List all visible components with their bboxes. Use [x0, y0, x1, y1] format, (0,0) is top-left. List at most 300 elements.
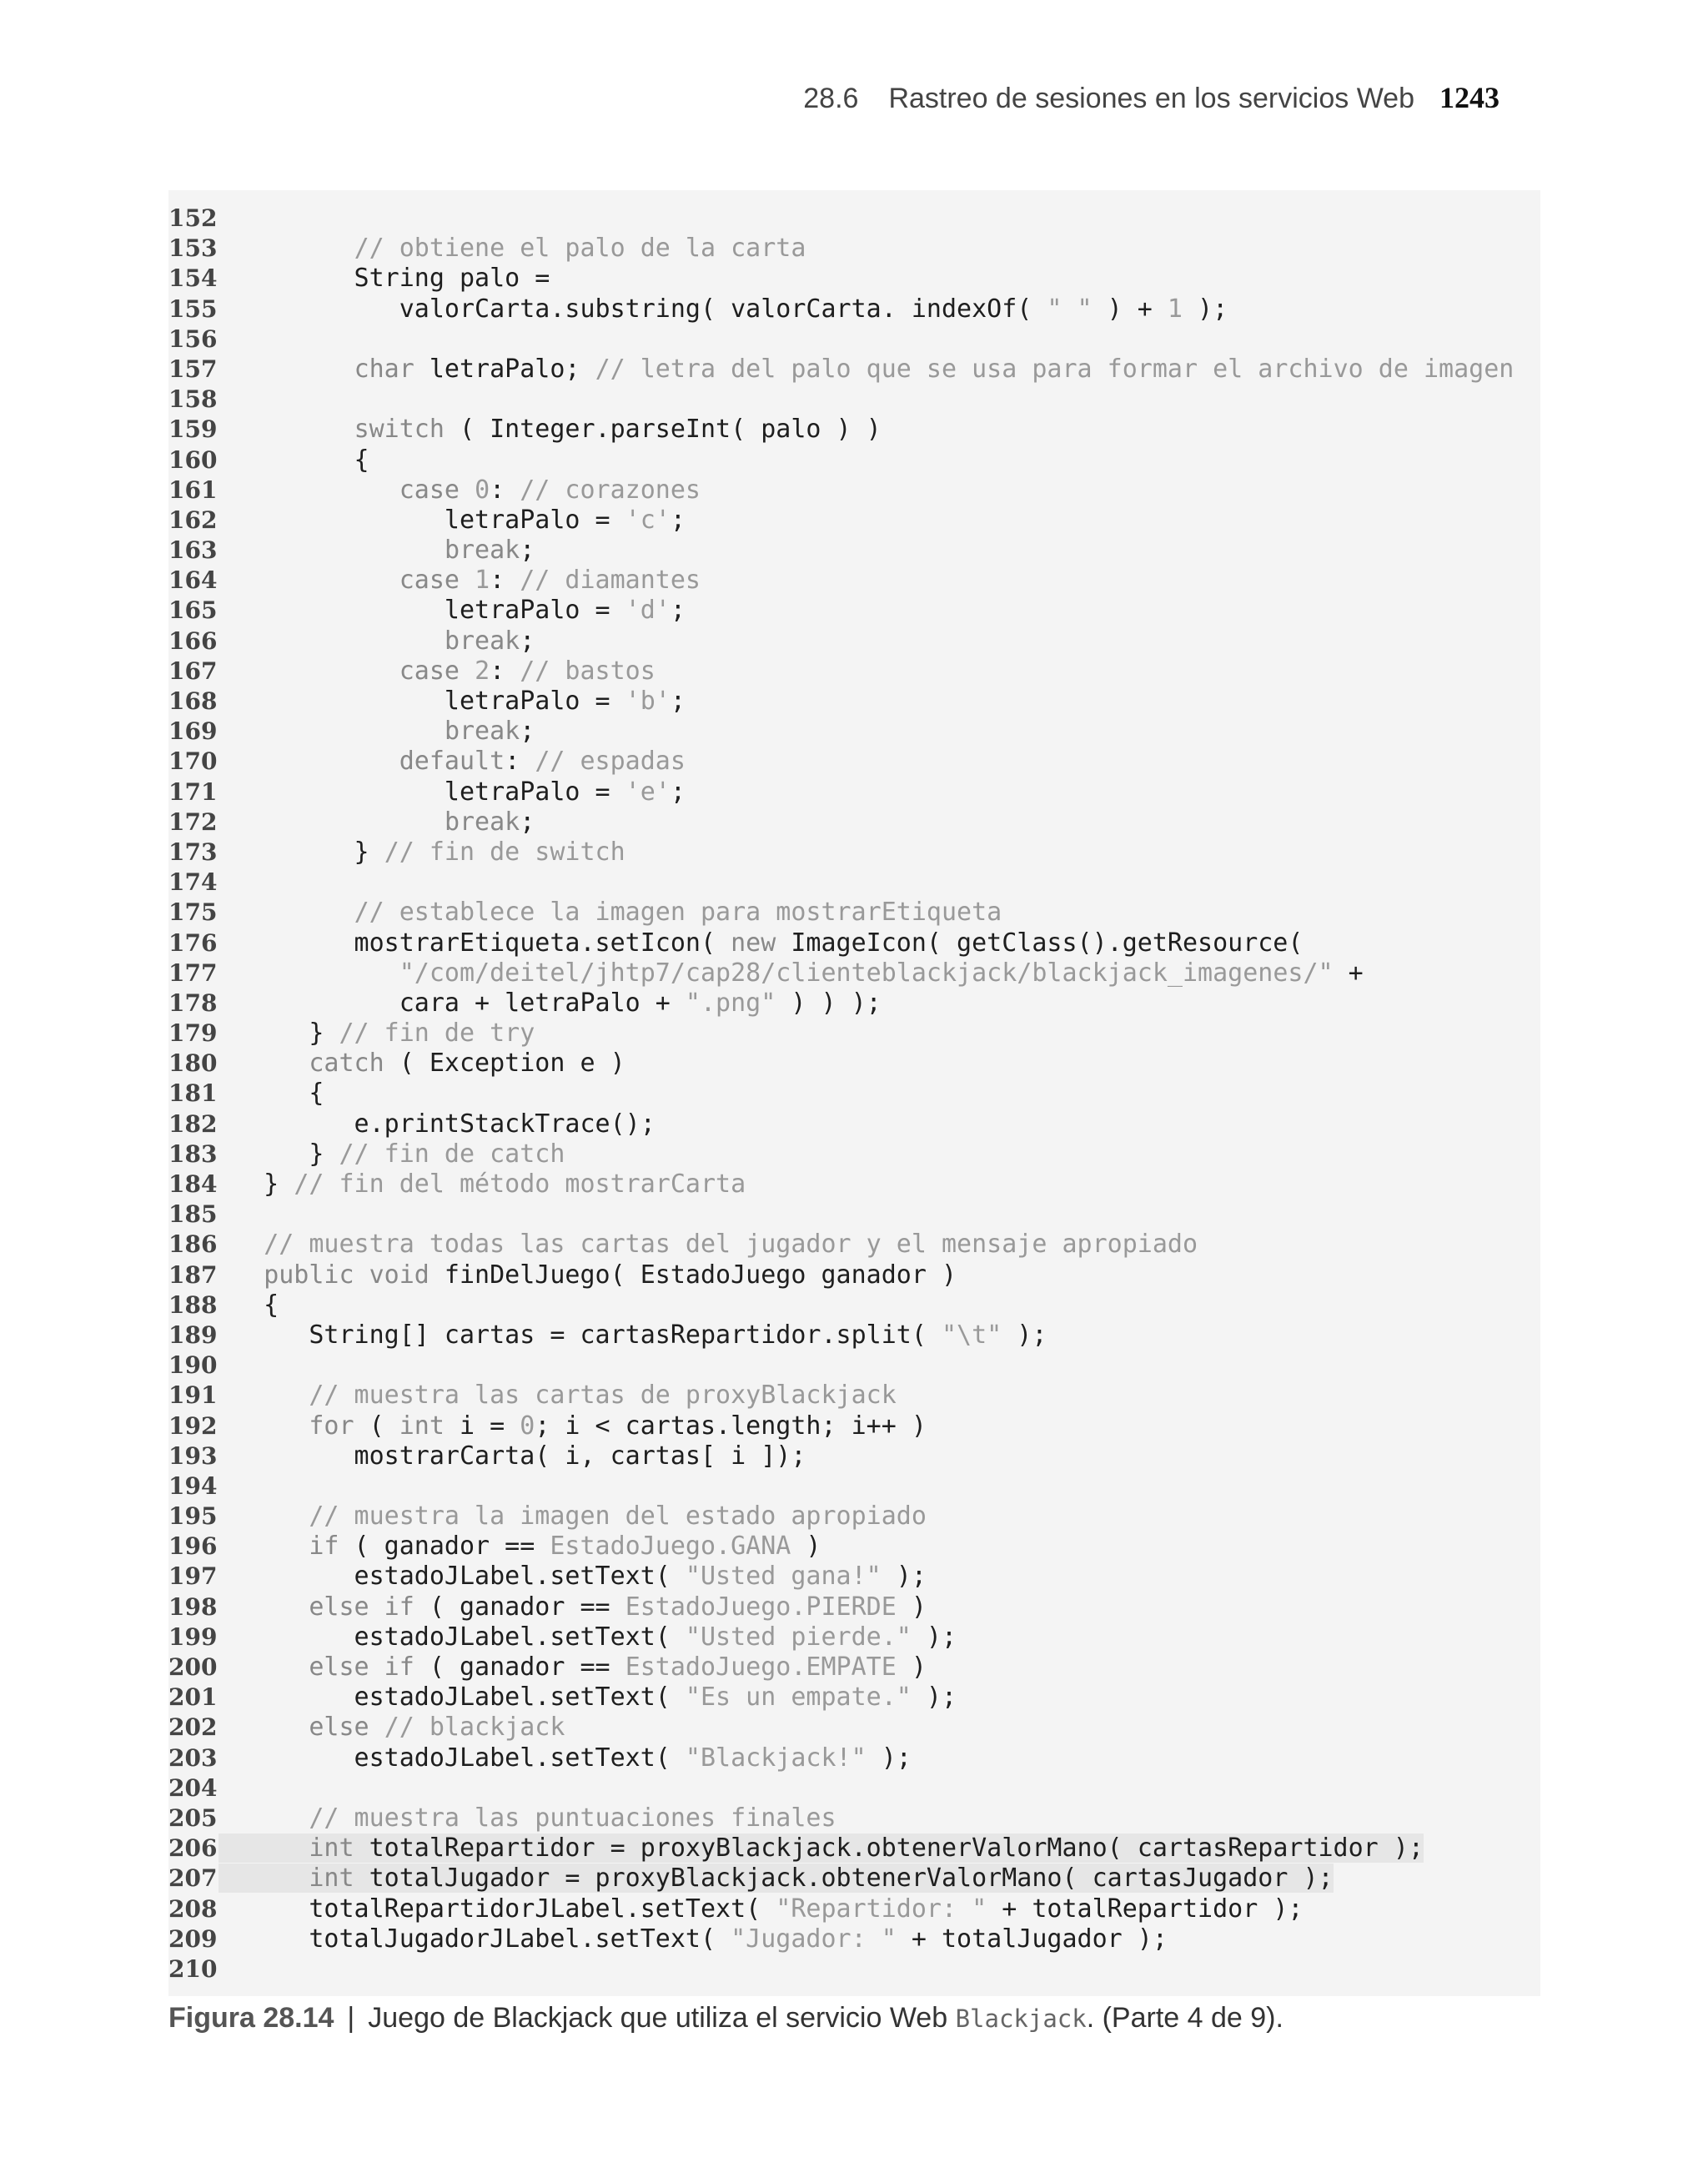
code-token: ( Integer.parseInt( palo ) ) — [444, 415, 882, 445]
code-token: valorCarta.substring( valorCarta. indexOf( — [219, 294, 1047, 324]
code-token — [219, 1411, 309, 1441]
code-text — [219, 234, 806, 263]
code-token: mostrarCarta( i, cartas[ i ]); — [219, 1441, 806, 1471]
code-token — [219, 566, 399, 595]
code-token — [369, 1713, 384, 1742]
code-token: ImageIcon( getClass().getResource( — [776, 928, 1304, 958]
line-number: 161 — [168, 475, 218, 504]
code-token: finDelJuego( EstadoJuego ganador ) — [429, 1260, 957, 1290]
code-line — [168, 807, 1514, 837]
code-token: totalRepartidorJLabel.setText( — [219, 1894, 776, 1924]
code-line — [168, 1532, 1514, 1562]
code-token: EstadoJuego.PIERDE — [625, 1592, 897, 1622]
code-token: totalJugador = proxyBlackjack.obtenerValorMano( cartasJugador ); — [354, 1864, 1334, 1894]
code-text — [219, 1622, 957, 1652]
code-token: else if — [309, 1592, 414, 1622]
code-token — [219, 1652, 309, 1682]
code-line — [168, 1351, 1514, 1381]
code-token: ) + — [1092, 294, 1168, 324]
code-token — [219, 1713, 309, 1742]
line-number: 156 — [168, 324, 218, 353]
code-token: // muestra todas las cartas del jugador y el mensaje apropiado — [264, 1230, 1198, 1260]
code-line — [168, 324, 1514, 355]
code-token: "/com/deitel/jhtp7/cap28/clienteblackjack/blackjack_imagenes/" — [399, 958, 1334, 988]
code-token: // fin de catch — [339, 1139, 565, 1169]
code-text — [219, 898, 1002, 927]
code-listing — [168, 204, 1514, 1984]
line-number: 171 — [168, 777, 218, 806]
line-number: 183 — [168, 1139, 218, 1168]
code-token: // letra del palo que se usa para formar el archivo de imagen — [595, 354, 1515, 384]
code-token: : — [505, 747, 535, 777]
code-line — [168, 656, 1514, 687]
code-token — [219, 1049, 309, 1078]
code-token — [460, 566, 475, 595]
code-token: break — [444, 536, 520, 566]
code-token — [219, 958, 399, 988]
code-line — [168, 1260, 1514, 1290]
code-token: for — [309, 1411, 354, 1441]
code-token: ; — [670, 777, 686, 807]
code-text — [219, 777, 686, 807]
line-number: 180 — [168, 1049, 218, 1078]
code-text — [219, 1109, 656, 1139]
code-token: ) — [791, 1532, 821, 1562]
code-token: break — [444, 626, 520, 656]
code-line — [168, 445, 1514, 475]
code-token: ) — [896, 1652, 927, 1682]
code-token: ); — [911, 1683, 957, 1713]
line-number: 196 — [168, 1532, 218, 1561]
code-token: letraPalo = — [219, 777, 625, 807]
code-token — [219, 1864, 309, 1893]
code-text — [219, 264, 550, 293]
code-token: switch — [354, 415, 445, 445]
code-text — [219, 1833, 1424, 1863]
code-token: // obtiene el palo de la carta — [354, 234, 806, 264]
code-token: ); — [866, 1743, 912, 1773]
code-text — [219, 1562, 927, 1591]
code-token — [219, 717, 445, 746]
line-number: 201 — [168, 1683, 218, 1712]
line-number: 194 — [168, 1471, 218, 1500]
line-number: 166 — [168, 626, 218, 655]
line-number: 175 — [168, 898, 218, 927]
line-number: 197 — [168, 1562, 218, 1591]
code-line — [168, 1954, 1514, 1984]
code-line — [168, 1864, 1514, 1894]
code-token: // bastos — [520, 656, 656, 686]
line-number: 170 — [168, 747, 218, 776]
line-number: 200 — [168, 1653, 218, 1681]
code-token: default — [399, 747, 505, 777]
figure-caption — [168, 2002, 1284, 2035]
code-line — [168, 1683, 1514, 1713]
code-line — [168, 1411, 1514, 1441]
line-number: 176 — [168, 928, 218, 957]
code-token: "Usted pierde." — [685, 1622, 912, 1652]
code-token — [219, 898, 354, 927]
code-token: // fin del método mostrarCarta — [294, 1169, 746, 1199]
code-text — [219, 1019, 535, 1048]
code-token: ); — [1002, 1320, 1047, 1350]
code-token: case — [399, 566, 460, 596]
line-number: 193 — [168, 1441, 218, 1470]
section-number: 28.6 — [803, 83, 859, 114]
code-token: 0 — [475, 475, 490, 505]
code-token — [219, 656, 399, 686]
code-token — [219, 1592, 309, 1622]
code-text — [219, 566, 701, 595]
code-line — [168, 1200, 1514, 1230]
code-token: ; — [520, 626, 535, 656]
line-number: 182 — [168, 1109, 218, 1138]
code-line — [168, 1441, 1514, 1471]
code-token: estadoJLabel.setText( — [219, 1562, 686, 1592]
code-token: else — [309, 1713, 369, 1743]
line-number: 167 — [168, 656, 218, 685]
code-token: EstadoJuego.GANA — [550, 1532, 791, 1562]
code-token: else if — [309, 1652, 414, 1682]
code-token — [219, 1381, 309, 1410]
code-text — [219, 1381, 897, 1410]
code-text — [219, 1683, 957, 1712]
code-text — [219, 1079, 324, 1108]
code-token: // muestra las puntuaciones finales — [309, 1803, 836, 1833]
caption-text-end: . (Parte 4 de 9). — [1086, 2002, 1284, 2034]
code-token — [219, 747, 399, 776]
section-title: Rastreo de sesiones en los servicios Web — [888, 83, 1414, 114]
line-number: 162 — [168, 506, 218, 534]
code-text — [219, 717, 535, 746]
line-number: 190 — [168, 1351, 218, 1380]
code-token: ( ganador == — [414, 1592, 625, 1622]
line-number: 188 — [168, 1290, 218, 1319]
code-token: ; — [670, 596, 686, 626]
code-line — [168, 1743, 1514, 1773]
code-token: letraPalo = — [219, 505, 625, 535]
code-text — [219, 928, 1303, 958]
code-token: ; — [670, 687, 686, 716]
code-token: } — [219, 1169, 294, 1199]
code-text — [219, 1924, 1168, 1954]
code-text — [219, 1894, 1303, 1924]
code-token — [219, 536, 445, 565]
line-number: 203 — [168, 1743, 218, 1772]
code-text — [219, 687, 686, 716]
code-token: 1 — [1167, 294, 1183, 324]
code-token — [219, 807, 445, 837]
code-token: : — [490, 566, 520, 596]
code-line — [168, 928, 1514, 958]
code-line — [168, 837, 1514, 868]
line-number: 155 — [168, 294, 218, 323]
code-text — [219, 1230, 1198, 1259]
code-token — [219, 1501, 309, 1531]
line-number: 172 — [168, 807, 218, 836]
line-number: 198 — [168, 1592, 218, 1621]
code-text — [219, 1592, 927, 1622]
code-text — [219, 1320, 1047, 1350]
code-token: ; i < cartas.length; i++ ) — [535, 1411, 927, 1441]
code-token — [219, 415, 354, 444]
code-text — [219, 1290, 279, 1320]
code-token: ); — [881, 1562, 927, 1592]
code-line — [168, 415, 1514, 445]
code-text — [219, 1864, 1334, 1893]
code-token: String palo = — [219, 264, 550, 294]
code-text — [219, 355, 1514, 384]
code-token: // muestra las cartas de proxyBlackjack — [309, 1381, 897, 1411]
code-token: letraPalo; — [414, 354, 595, 384]
line-number: 178 — [168, 988, 218, 1017]
code-token: " " — [1047, 294, 1093, 324]
code-token: 1 — [475, 566, 490, 596]
line-number: 195 — [168, 1502, 218, 1531]
code-text — [219, 1743, 912, 1773]
code-token: ".png" — [685, 988, 776, 1018]
code-line — [168, 1079, 1514, 1109]
line-number: 189 — [168, 1320, 218, 1349]
code-line — [168, 596, 1514, 626]
code-line — [168, 1773, 1514, 1803]
code-token: int — [309, 1864, 354, 1894]
code-token: "Blackjack!" — [685, 1743, 867, 1773]
code-line — [168, 1924, 1514, 1954]
line-number: 153 — [168, 234, 218, 263]
code-text — [219, 506, 686, 535]
line-number: 164 — [168, 566, 218, 595]
line-number: 208 — [168, 1894, 218, 1923]
code-line — [168, 536, 1514, 566]
code-token — [219, 234, 354, 263]
code-line — [168, 1049, 1514, 1079]
code-line — [168, 1833, 1514, 1864]
code-token: letraPalo = — [219, 687, 625, 716]
code-token: ( Exception e ) — [384, 1049, 625, 1079]
code-line — [168, 294, 1514, 324]
line-number: 207 — [168, 1864, 218, 1893]
code-token: { — [219, 1290, 279, 1320]
code-token: if — [309, 1532, 339, 1562]
code-text — [219, 475, 701, 505]
code-token: ( ganador == — [339, 1532, 550, 1562]
page-number: 1243 — [1439, 81, 1500, 114]
code-token: new — [731, 928, 776, 958]
line-number: 181 — [168, 1079, 218, 1108]
code-token — [219, 626, 445, 656]
code-token: 'c' — [625, 505, 671, 535]
code-token: : — [490, 656, 520, 686]
code-text — [219, 747, 686, 776]
code-token: // espadas — [535, 747, 686, 777]
code-line — [168, 958, 1514, 988]
code-text — [219, 1501, 927, 1531]
line-number: 209 — [168, 1924, 218, 1953]
code-token: 0 — [520, 1411, 535, 1441]
code-line — [168, 868, 1514, 898]
code-token: int — [309, 1833, 354, 1864]
code-token — [219, 475, 399, 505]
code-text — [219, 656, 656, 686]
code-text — [219, 1169, 746, 1199]
code-line — [168, 1894, 1514, 1924]
code-token: case — [399, 656, 460, 686]
code-line — [168, 1139, 1514, 1169]
code-token: cara + letraPalo + — [219, 988, 686, 1018]
code-line — [168, 1652, 1514, 1683]
code-token: + totalJugador ); — [896, 1924, 1168, 1954]
code-token: ; — [520, 807, 535, 837]
code-token: char — [354, 354, 414, 384]
code-token: estadoJLabel.setText( — [219, 1743, 686, 1773]
code-line — [168, 1019, 1514, 1049]
code-line — [168, 1320, 1514, 1351]
line-number: 192 — [168, 1411, 218, 1440]
line-number: 165 — [168, 596, 218, 625]
code-line — [168, 747, 1514, 777]
code-token: "Usted gana!" — [685, 1562, 882, 1592]
line-number: 159 — [168, 415, 218, 444]
code-line — [168, 1109, 1514, 1139]
code-line — [168, 1713, 1514, 1743]
code-token: ; — [670, 505, 686, 535]
caption-code: Blackjack — [955, 2004, 1087, 2033]
line-number: 179 — [168, 1019, 218, 1048]
code-token: ); — [1182, 294, 1228, 324]
code-token: catch — [309, 1049, 384, 1079]
line-number: 152 — [168, 204, 218, 232]
code-token: // diamantes — [520, 566, 701, 596]
code-token: // corazones — [520, 475, 701, 505]
code-token: // fin de switch — [384, 837, 625, 867]
figure-label: Figura 28.14 — [168, 2002, 334, 2034]
code-token — [219, 355, 354, 384]
code-line — [168, 385, 1514, 415]
code-token — [219, 1260, 264, 1290]
code-token: } — [219, 837, 384, 867]
line-number: 184 — [168, 1170, 218, 1198]
code-text — [219, 536, 535, 565]
caption-separator: | — [347, 2002, 355, 2034]
code-text — [219, 837, 625, 867]
line-number: 163 — [168, 536, 218, 565]
code-line — [168, 898, 1514, 928]
code-token: 'e' — [625, 777, 671, 807]
code-token: break — [444, 807, 520, 837]
code-line — [168, 626, 1514, 656]
code-line — [168, 717, 1514, 747]
code-line — [168, 1501, 1514, 1532]
code-token: 2 — [475, 656, 490, 686]
code-line — [168, 566, 1514, 596]
code-line — [168, 988, 1514, 1019]
code-token: mostrarEtiqueta.setIcon( — [219, 928, 731, 958]
line-number: 186 — [168, 1230, 218, 1259]
caption-text: Juego de Blackjack que utiliza el servicio Web — [368, 2002, 956, 2034]
code-token: { — [219, 1079, 324, 1109]
code-token: // muestra la imagen del estado apropiado — [309, 1501, 927, 1532]
code-token — [460, 475, 475, 505]
line-number: 158 — [168, 385, 218, 414]
code-token: // blackjack — [384, 1713, 565, 1743]
code-token: // establece la imagen para mostrarEtiqueta — [354, 898, 1002, 928]
line-number: 173 — [168, 837, 218, 866]
code-text — [219, 1049, 625, 1078]
code-token: + — [1333, 958, 1364, 988]
code-token: ; — [520, 536, 535, 566]
code-token: ( ganador == — [414, 1652, 625, 1682]
code-text — [219, 988, 882, 1018]
code-token: + totalRepartidor ); — [987, 1894, 1304, 1924]
line-number: 210 — [168, 1954, 218, 1983]
code-text — [219, 596, 686, 625]
code-token — [460, 656, 475, 686]
code-token: estadoJLabel.setText( — [219, 1622, 686, 1652]
code-text — [219, 415, 882, 444]
line-number: 160 — [168, 445, 218, 474]
code-text — [219, 1411, 927, 1441]
line-number: 177 — [168, 958, 218, 987]
code-token: break — [444, 717, 520, 747]
code-line — [168, 1622, 1514, 1652]
code-text — [219, 1260, 957, 1290]
code-line — [168, 1381, 1514, 1411]
code-text — [219, 1713, 565, 1742]
code-text — [219, 1803, 836, 1833]
code-token: case — [399, 475, 460, 505]
line-number: 157 — [168, 355, 218, 383]
code-token: ); — [911, 1622, 957, 1652]
code-token: ) — [896, 1592, 927, 1622]
code-text — [219, 1532, 821, 1561]
code-token: : — [490, 475, 520, 505]
code-text — [219, 1441, 806, 1471]
code-line — [168, 1592, 1514, 1622]
code-text — [219, 294, 1228, 324]
code-token: String[] cartas = cartasRepartidor.split( — [219, 1320, 942, 1350]
code-token — [219, 1230, 264, 1259]
code-token: totalJugadorJLabel.setText( — [219, 1924, 731, 1954]
code-token: // fin de try — [339, 1019, 535, 1049]
code-text — [219, 445, 369, 475]
code-line — [168, 1230, 1514, 1260]
line-number: 206 — [168, 1834, 218, 1863]
code-token: "Jugador: " — [731, 1924, 897, 1954]
code-token: ( — [354, 1411, 399, 1441]
code-line — [168, 777, 1514, 807]
code-token — [219, 1803, 309, 1833]
code-token: i = — [444, 1411, 520, 1441]
code-token — [219, 1833, 309, 1863]
code-line — [168, 355, 1514, 385]
code-token: 'b' — [625, 687, 671, 716]
code-line — [168, 475, 1514, 506]
code-text — [219, 1652, 927, 1682]
code-text — [219, 807, 535, 837]
code-token: "Repartidor: " — [776, 1894, 987, 1924]
line-number: 154 — [168, 264, 218, 293]
code-line — [168, 1169, 1514, 1200]
code-line — [168, 1803, 1514, 1833]
line-number: 185 — [168, 1200, 218, 1229]
code-token: "Es un empate." — [685, 1683, 912, 1713]
code-token: e.printStackTrace(); — [219, 1109, 656, 1139]
line-number: 191 — [168, 1381, 218, 1410]
code-text — [219, 626, 535, 656]
code-token: 'd' — [625, 596, 671, 626]
line-number: 169 — [168, 717, 218, 746]
